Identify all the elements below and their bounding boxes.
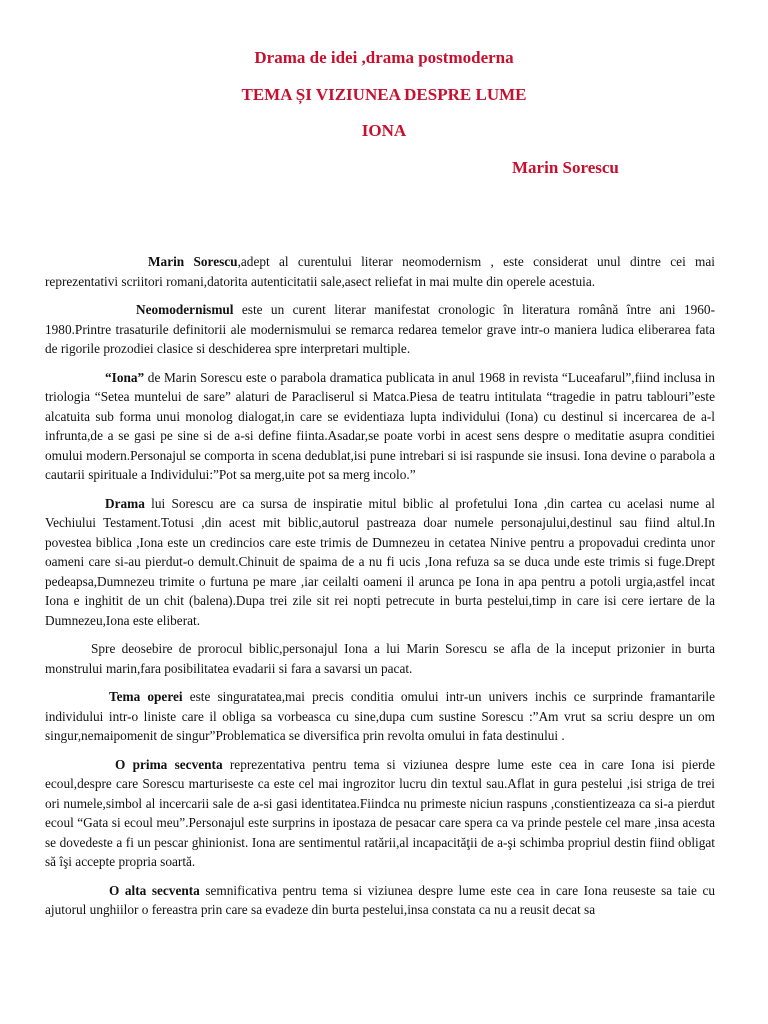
paragraph-comparison xyxy=(45,639,715,678)
paragraph-lead: Drama xyxy=(105,495,145,511)
work-title: IONA xyxy=(361,121,407,140)
paragraph-first-sequence xyxy=(45,755,715,872)
paragraph-lead: Tema operei xyxy=(109,689,183,704)
paragraph-drama xyxy=(45,494,715,631)
author-name: Marin Sorescu xyxy=(512,158,619,177)
paragraph-text: lui Sorescu are ca sursa de inspiratie mitul biblic al profetului Iona ,din cartea cu acelasi nume al Vechiului Testament.Totusi ,din acest mit biblic,autorul pastreaza doar numele personajului,destinul sau fiind altul.In povestea biblica ,Iona este un credincios care este trimis de Dumnezeu in cetatea Ninive pentru a propovadui credinta unor oameni care si-au pierdut-o demult.Chinuit de spaima de a nu fi ucis ,Iona refuza sa se duca unde este trimis si fuge.Drept pedeapsa,Dumnezeu trimite o furtuna pe mare ,iar ceilalti oameni il arunca pe Iona in apa pentru a potoli urgia,astfel incat Iona e inghitit de un chit (balena).Dupa trei zile sit rei nopti petrecute in burta pestelui,timp in care isi cere iertare de la Dumnezeu,Iona este eliberat. xyxy=(45,495,715,628)
paragraph-second-sequence xyxy=(45,881,715,920)
paragraph-iona xyxy=(45,368,715,485)
paragraph-lead: O prima secventa xyxy=(115,756,223,772)
paragraph-lead: “Iona” xyxy=(105,369,145,385)
paragraph-text: ,adept al curentului literar neomodernism , este considerat unul dintre cei mai reprezentativi scriitori romani,datorita autenticitatii sale,asect reliefat in mai multe din operele acestuia. xyxy=(45,254,715,289)
document-subtitle: TEMA ȘI VIZIUNEA DESPRE LUME xyxy=(241,85,527,104)
paragraph-text: este singuratatea,mai precis conditia omului intr-un univers inchis ce surprinde framantarile individului intr-o liniste care il obliga sa vorbeasca cu sine,dupa cum sustine Sorescu :”Am vrut sa scriu despre un om singur,nemaipomenit de singur”Problematica se diversifica prin revolta omului in fata destinului . xyxy=(45,689,715,743)
paragraph-text: Spre deosebire de prorocul biblic,personajul Iona a lui Marin Sorescu se afla de la inceput prizonier in burta monstrului marin,fara posibilitatea evadarii si fara a savarsi un pacat. xyxy=(45,641,715,676)
paragraph-lead: Neomodernismul xyxy=(136,302,234,317)
paragraph-text: reprezentativa pentru tema si viziunea despre lume este cea in care Iona isi pierde ecoul,despre care Sorescu marturiseste ca este cel mai ingrozitor lucru din textul sau.Aflat in gura pestelui ,isi striga de trei ori numele,simbol al incercarii sale de a-si gasi identitatea.Fiindca nu primeste niciun raspuns ,constientizeaza ca si-a pierdut ecoul “Gata si ecoul meu”.Personajul este surprins in ipostaza de pesacar care spera ca va prinde pestele cel mare ,insa acesta se dovedeste a fi un pescar ghinionist. Iona are sentimentul ratării,al incapacităţii de a-şi schimba propriul destin fiind obligat să îşi accepte propria soartă. xyxy=(45,756,715,869)
paragraph-theme xyxy=(45,687,715,746)
paragraph-text: semnificativa pentru tema si viziunea despre lume este cea in care Iona reuseste sa taie cu ajutorul unghiilor o fereastra prin care sa evadeze din burta pestelui,insa constata ca nu a reusit decat sa xyxy=(45,882,715,917)
paragraph-lead: O alta secventa xyxy=(109,882,200,898)
paragraph-text: de Marin Sorescu este o parabola dramatica publicata in anul 1968 in revista “Luceafarul”,fiind inclusa in triologia “Setea muntelui de sare” alaturi de Paracliserul si Matca.Piesa de teatru intitulata “tragedie in patru tablouri”este alcatuita sub forma unui monolog dialogat,in care se evidentiaza lupta individului (Iona) cu destinul si incercarea de a-l infrunta,de a se gasi pe sine si de a-si define fiinta.Asadar,se poate vorbi in acest sens despre o meditatie asupra conditiei omului modern.Personajul se comporta in scena dedublat,isi pune intrebari si isi raspunde sie insusi. Iona devine o parabola a cautarii spirituale a Individului:”Pot sa merg,uite pot sa merg incolo.” xyxy=(45,369,715,482)
paragraph-lead: Marin Sorescu xyxy=(148,254,238,269)
paragraph-author-intro xyxy=(45,252,715,291)
document-body xyxy=(45,252,715,929)
document-title: Drama de idei ,drama postmoderna xyxy=(254,48,514,67)
paragraph-text: este un curent literar manifestat cronologic în literatura română între ani 1960-1980.Printre trasaturile definitorii ale modernismului se remarca redarea temelor grave intr-o maniera ludica eliberarea fata de rigorile prozodiei clasice si deschiderea spre interpretari multiple. xyxy=(45,302,715,356)
paragraph-neomodernism xyxy=(45,300,715,359)
